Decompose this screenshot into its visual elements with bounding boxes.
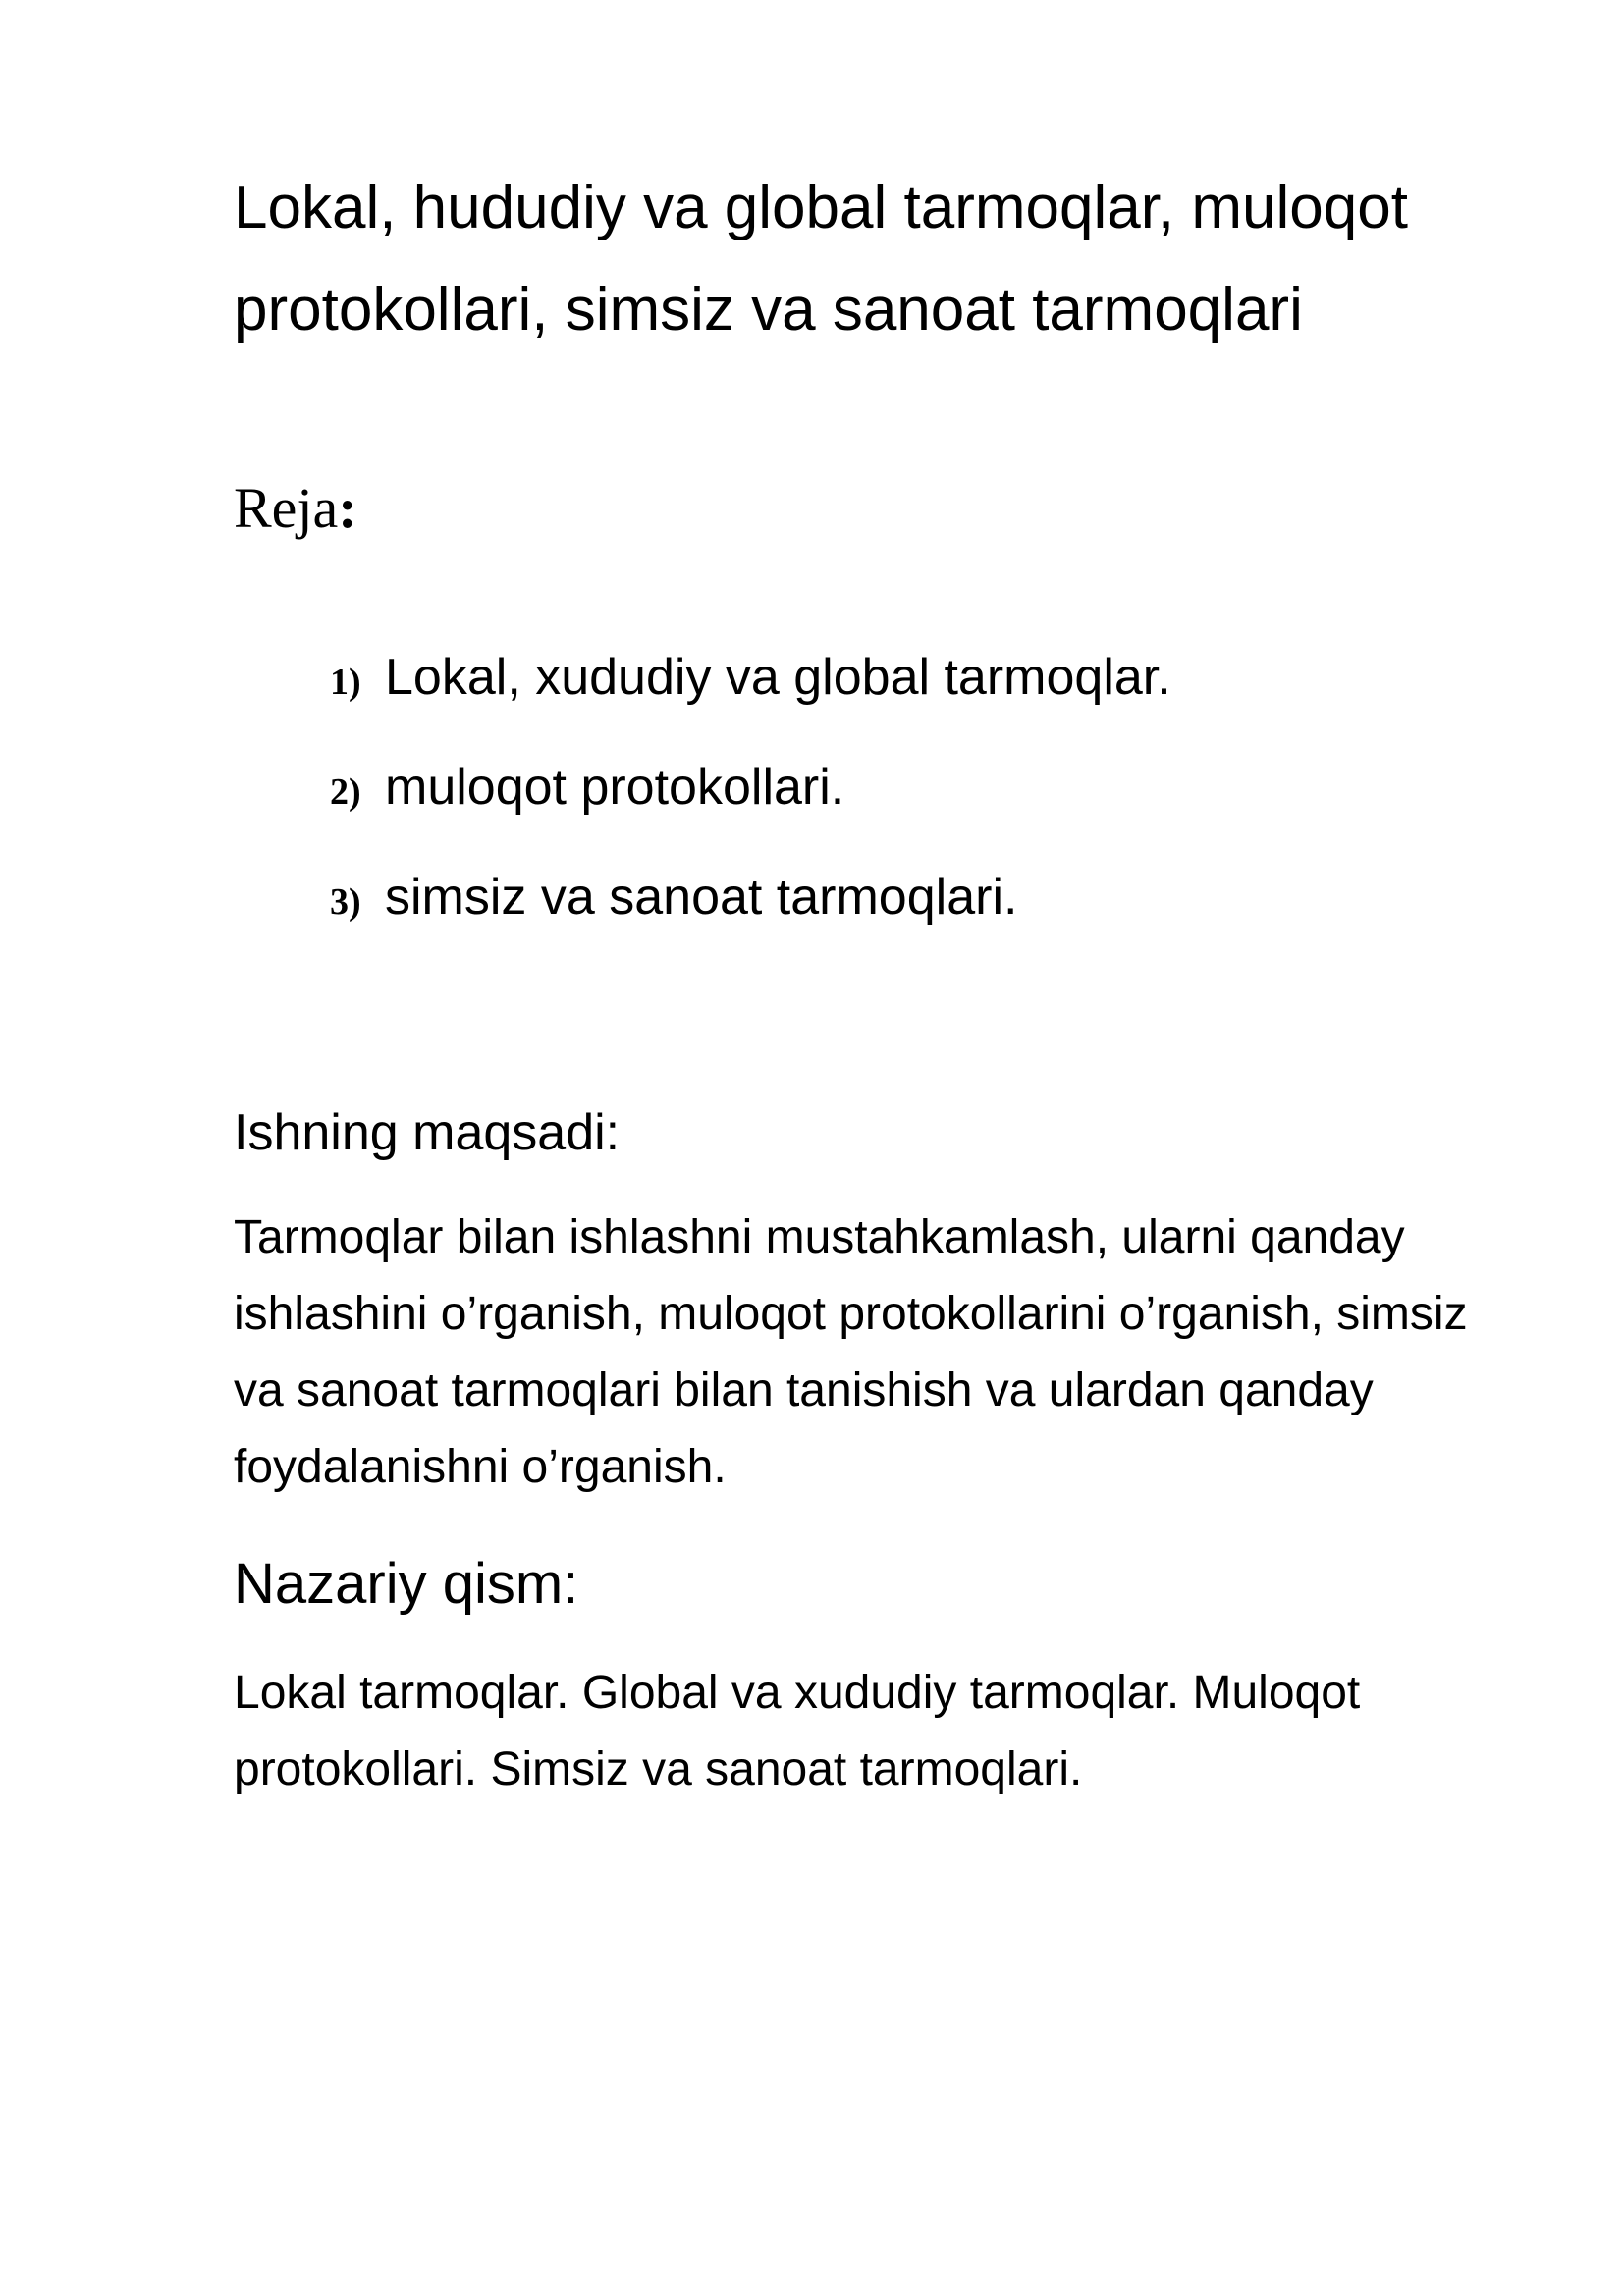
- plan-list: [330, 648, 1171, 978]
- plan-item-text: simsiz va sanoat tarmoqlari.: [385, 869, 1018, 926]
- plan-heading-label: Reja: [234, 476, 339, 540]
- plan-item: [330, 758, 1171, 868]
- plan-item: [330, 648, 1171, 758]
- document-title: Lokal, hududiy va global tarmoqlar, muloqot protokollari, simsiz va sanoat tarmoqlari: [234, 174, 1408, 344]
- plan-heading-colon: :: [338, 476, 357, 540]
- plan-item-text: muloqot protokollari.: [385, 759, 845, 816]
- plan-item-number: 1): [330, 662, 361, 703]
- plan-item-number: 2): [330, 772, 361, 813]
- plan-item-text: Lokal, xududiy va global tarmoqlar.: [385, 649, 1171, 706]
- plan-heading: [234, 469, 357, 548]
- goal-heading: Ishning maqsadi:: [234, 1104, 621, 1161]
- theory-heading: Nazariy qism:: [234, 1552, 579, 1616]
- plan-item-number: 3): [330, 881, 361, 923]
- theory-paragraph: Lokal tarmoqlar. Global va xududiy tarmoqlar. Muloqot protokollari. Simsiz va sanoat tarmoqlari.: [234, 1667, 1361, 1795]
- goal-paragraph: Tarmoqlar bilan ishlashni mustahkamlash, ularni qanday ishlashini o’rganish, muloqot protokollarini o’rganish, simsiz va sanoat tarmoqlari bilan tanishish va ulardan qanday foydalanishni o’rganish.: [234, 1211, 1468, 1493]
- plan-item: [330, 868, 1171, 978]
